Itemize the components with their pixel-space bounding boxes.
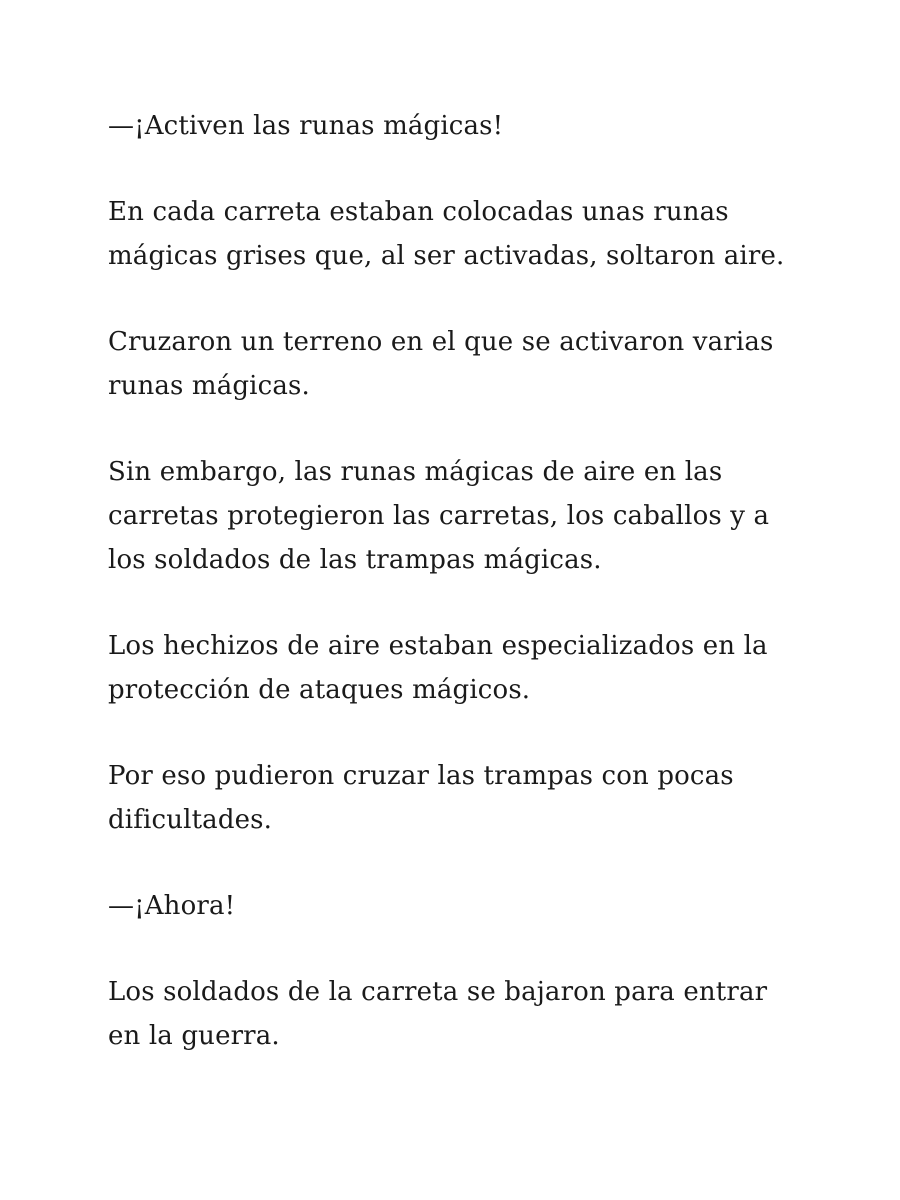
narrative-paragraph: Los hechizos de aire estaban especializados en la protección de ataques mágicos. xyxy=(108,631,768,705)
dialogue-line: —¡Ahora! xyxy=(108,891,236,921)
narrative-paragraph: Sin embargo, las runas mágicas de aire en las carretas protegieron las carretas, los caballos y a los soldados de las trampas mágicas. xyxy=(108,457,770,575)
narrative-paragraph: Por eso pudieron cruzar las trampas con pocas dificultades. xyxy=(108,761,734,835)
story-text xyxy=(108,104,808,1058)
dialogue-line: —¡Activen las runas mágicas! xyxy=(108,111,504,141)
narrative-paragraph: Los soldados de la carreta se bajaron para entrar en la guerra. xyxy=(108,977,768,1051)
narrative-paragraph: Cruzaron un terreno en el que se activaron varias runas mágicas. xyxy=(108,327,774,401)
narrative-paragraph: En cada carreta estaban colocadas unas runas mágicas grises que, al ser activadas, soltaron aire. xyxy=(108,197,785,271)
